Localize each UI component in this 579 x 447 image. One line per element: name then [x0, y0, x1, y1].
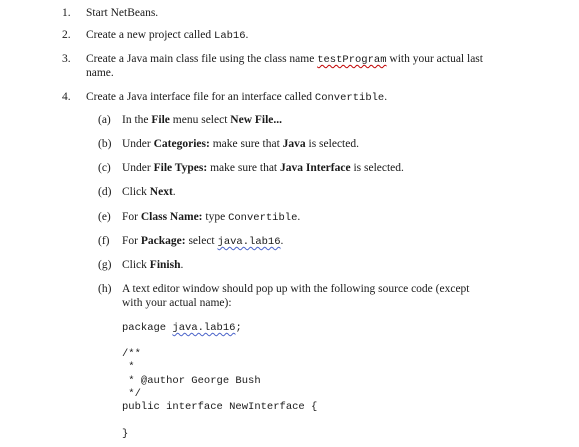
step-text: Create a Java interface file for an interface called Convertible. — [86, 91, 388, 104]
substep-text: In the File menu select New File... — [122, 114, 283, 126]
step-number: 4. — [62, 91, 71, 103]
inline-code: Convertible — [314, 92, 385, 104]
substep-label: (f) — [98, 235, 110, 247]
inline-code: java.lab16 — [217, 236, 281, 248]
step-number: 3. — [62, 53, 71, 65]
substep-text: For Package: select java.lab16. — [122, 235, 284, 248]
step-number: 1. — [62, 7, 71, 19]
inline-code: Lab16 — [214, 30, 246, 42]
code-line-package: package java.lab16; — [122, 322, 242, 334]
substep-label: (e) — [98, 211, 111, 223]
step-text: Create a Java main class file using the class name testProgram with your actual last — [86, 53, 483, 66]
step-number: 2. — [62, 29, 71, 41]
step-text: Start NetBeans. — [86, 7, 159, 19]
code-line: */ — [122, 388, 141, 400]
step-text: Create a new project called Lab16. — [86, 29, 249, 42]
substep-text: For Class Name: type Convertible. — [122, 211, 301, 224]
substep-text: Under File Types: make sure that Java Interface is selected. — [122, 162, 404, 174]
substep-label: (b) — [98, 138, 112, 150]
substep-text: Under Categories: make sure that Java is selected. — [122, 138, 359, 150]
substep-text: A text editor window should pop up with the following source code (except — [122, 283, 470, 295]
code-line: * @author George Bush — [122, 375, 261, 387]
substep-label: (d) — [98, 186, 112, 198]
inline-code: Convertible — [228, 212, 298, 224]
substep-label: (g) — [98, 259, 112, 271]
code-line: * — [122, 361, 135, 373]
substep-text-continued: with your actual name): — [122, 297, 232, 309]
substep-label: (c) — [98, 162, 111, 174]
step-text-continued: name. — [86, 67, 114, 79]
substep-text: Click Next. — [122, 186, 176, 198]
code-line: public interface NewInterface { — [122, 401, 318, 413]
inline-code: testProgram — [317, 54, 387, 66]
substep-label: (h) — [98, 283, 112, 295]
code-line: } — [122, 428, 129, 440]
code-line: /** — [122, 348, 141, 360]
substep-text: Click Finish. — [122, 259, 184, 271]
substep-label: (a) — [98, 114, 111, 126]
